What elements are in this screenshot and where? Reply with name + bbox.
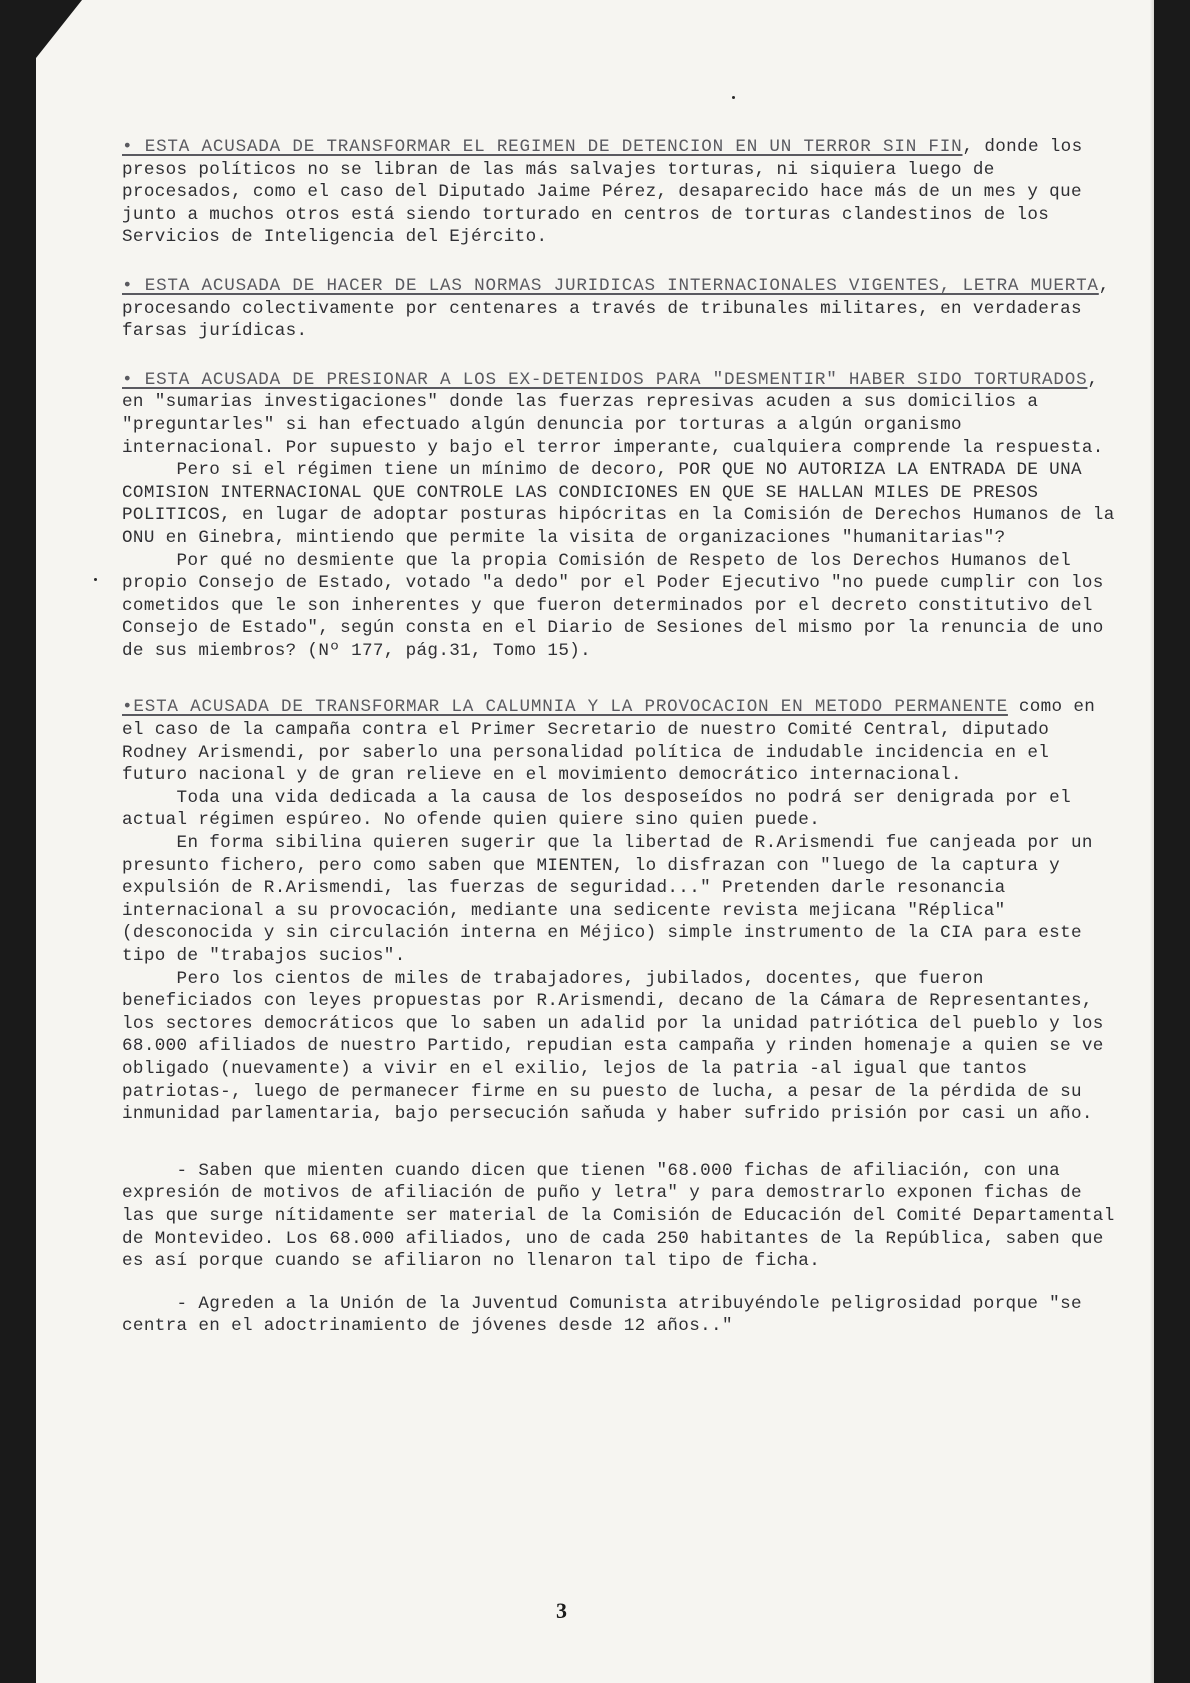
ink-speck [732,96,735,99]
paragraph-text: Pero si el régimen tiene un mínimo de decoro, POR QUE NO AUTORIZA LA ENTRADA DE UNA COMISION INTERNACIONAL QUE CONTROLE LAS CONDICIONES EN QUE SE HALLAN MILES DE PRESOS POLITICOS, en lugar de adoptar posturas hipócritas en la Comisión de Derechos Humanos de la ONU en Ginebra, mintiendo que permite la visita de organizaciones "humanitarias"? [122,460,1126,548]
paragraph-text: como en el caso de la campaña contra el Primer Secretario de nuestro Comité Central, diputado Rodney Arismendi, por saberlo una personalidad política de indudable incidencia en el futuro nacional y de gran relieve en el movimiento democrático internacional. [122,697,1107,786]
document-page [36,0,1154,1683]
paragraph [122,696,1122,786]
body-text [122,136,1126,1338]
paragraph [122,459,1126,549]
paragraph-text: , en "sumarias investigaciones" donde las fuerzas represivas acuden a sus domicilios a "preguntarles" si han efectuado algún denuncia por torturas a algún organismo internacional. Por supuesto y bajo el terror imperante, cualquiera comprende la respuesta. [122,369,1110,458]
paragraph [122,1160,1126,1273]
accusation-heading: • ESTA ACUSADA DE PRESIONAR A LOS EX-DETENIDOS PARA "DESMENTIR" HABER SIDO TORTURADOS [122,369,1088,390]
paragraph [122,1293,1122,1338]
accusation-heading: •ESTA ACUSADA DE TRANSFORMAR LA CALUMNIA Y LA PROVOCACION EN METODO PERMANENTE [122,697,1008,718]
paragraph-text: - Saben que mienten cuando dicen que tienen "68.000 fichas de afiliación, con una expresión de motivos de afiliación de puño y letra" y para demostrarlo exponen fichas de las que surge nítidamente ser material de la Comisión de Educación del Comité Departamental de Montevideo. Los 68.000 afiliados, uno de cada 250 habitantes de la República, saben que es así porque cuando se afiliaron no llenaron tal tipo de ficha. [122,1160,1126,1272]
ink-speck [94,578,97,581]
paragraph [122,136,1122,249]
paragraph [122,275,1122,343]
paragraph [122,787,1122,832]
paragraph-text: , donde los presos políticos no se libran de las más salvajes torturas, ni siquiera luego de procesados, como el caso del Diputado Jaime Pérez, desaparecido hace más de un mes y que junto a muchos otros está siendo torturado en centros de torturas clandestinos de los Servicios de Inteligencia del Ejército. [122,137,1094,248]
paragraph [122,832,1122,968]
paragraph-text: Toda una vida dedicada a la causa de los desposeídos no podrá ser denigrada por el actual régimen espúreo. No ofende quien quiere sino quien puede. [122,787,1082,831]
scan-edge-shadow [1150,0,1154,1683]
paragraph [122,369,1122,459]
scan-corner-shadow [36,0,82,58]
paragraph-text: En forma sibilina quieren sugerir que la libertad de R.Arismendi fue canjeada por un presunto fichero, pero como saben que MIENTEN, lo disfrazan con "luego de la captura y expulsión de R.Arismendi, las fuerzas de seguridad..." Pretenden darle resonancia internacional a su provocación, mediante una sedicente revista mejicana "Réplica" (desconocida y sin circulación interna en Méjico) simple instrumento de la CIA para este tipo de "trabajos sucios". [122,833,1104,966]
paragraph [122,550,1122,663]
paragraph-text: Pero los cientos de miles de trabajadores, jubilados, docentes, que fueron beneficiados con leyes propuestas por R.Arismendi, decano de la Cámara de Representantes, los sectores democráticos que lo saben un adalid por la unidad patriótica del pueblo y los 68.000 afiliados de nuestro Partido, repudian esta campaña y rinden homenaje a quien se ve obligado (nuevamente) a vivir en el exilio, lejos de la patria -al igual que tantos patriotas-, luego de permanecer firme en su puesto de lucha, a pesar de la pérdida de su inmunidad parlamentaria, bajo persecución saňuda y haber sufrido prisión por casi un año. [122,968,1115,1125]
paragraph [122,968,1122,1126]
accusation-heading: • ESTA ACUSADA DE HACER DE LAS NORMAS JURIDICAS INTERNACIONALES VIGENTES, LETRA MUERTA [122,275,1099,296]
paragraph-text: , procesando colectivamente por centenares a través de tribunales militares, en verdaderas farsas jurídicas. [122,275,1121,342]
page-number: 3 [556,1598,567,1623]
paragraph-text: - Agreden a la Unión de la Juventud Comunista atribuyéndole peligrosidad porque "se centra en el adoctrinamiento de jóvenes desde 12 años.." [122,1293,1093,1337]
paragraph-text: Por qué no desmiente que la propia Comisión de Respeto de los Derechos Humanos del propio Consejo de Estado, votado "a dedo" por el Poder Ejecutivo "no puede cumplir con los cometidos que le son inherentes y que fueron determinados por el decreto constitutivo del Consejo de Estado", según consta en el Diario de Sesiones del mismo por la renuncia de uno de sus miembros? (Nº 177, pág.31, Tomo 15). [122,550,1115,661]
accusation-heading: • ESTA ACUSADA DE TRANSFORMAR EL REGIMEN DE DETENCION EN UN TERROR SIN FIN [122,137,963,157]
